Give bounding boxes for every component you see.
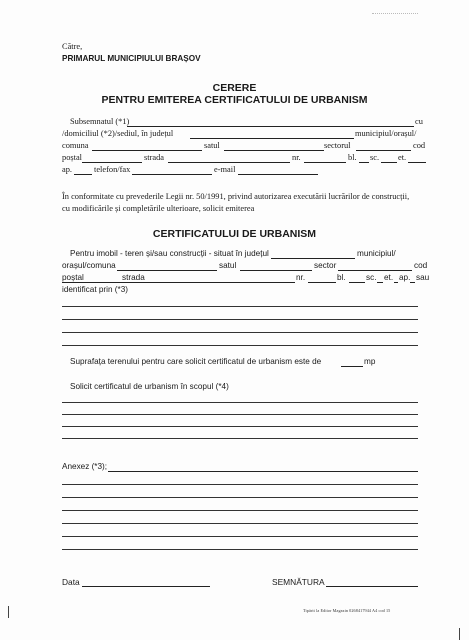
identification-line-3[interactable]: [62, 332, 418, 333]
property-county-label: Pentru imobil - teren și/sau construcții - situat în județul: [70, 249, 269, 258]
county-field[interactable]: [190, 138, 354, 139]
property-postal-field[interactable]: [62, 282, 295, 283]
commune-field[interactable]: [92, 150, 202, 151]
property-apartment-label: ap.: [399, 273, 411, 282]
commune-label: comuna: [62, 141, 89, 150]
addressee-line-2: PRIMARUL MUNICIPIULUI BRAȘOV: [62, 54, 201, 63]
annex-line-0[interactable]: [108, 471, 418, 472]
legal-text-line-2: cu modificările și completările ulterioare, solicit emiterea: [62, 204, 255, 213]
annex-label: Anexez (*3);: [62, 462, 108, 471]
form-subtitle: PENTRU EMITEREA CERTIFICATULUI DE URBANISM: [101, 94, 368, 106]
property-number-field[interactable]: [308, 282, 336, 283]
date-label: Data: [62, 577, 80, 587]
property-postal-label: poștal: [62, 273, 84, 282]
postal-label: poștal: [62, 153, 83, 162]
surface-label: Suprafața terenului pentru care solicit certificatul de urbanism este de: [70, 357, 322, 366]
purpose-line-2[interactable]: [62, 414, 418, 415]
property-sector-field[interactable]: [338, 270, 412, 271]
purpose-line-4[interactable]: [62, 438, 418, 439]
identification-line-4[interactable]: [62, 345, 418, 346]
property-commune-label: orașul/comuna: [62, 261, 116, 270]
village-field[interactable]: [224, 150, 324, 151]
annex-line-5[interactable]: [62, 536, 418, 537]
county-label: /domiciliul (*2)/sediul, în județul: [62, 129, 174, 138]
applicant-name-label: Subsemnatul (*1): [70, 117, 130, 126]
property-sector-label: sector: [314, 261, 337, 270]
street-label: strada: [144, 153, 164, 162]
signature-field[interactable]: [326, 586, 418, 587]
staircase-label: sc.: [370, 153, 380, 162]
annex-line-2[interactable]: [62, 497, 418, 498]
property-county-field[interactable]: [271, 258, 355, 259]
print-note: Tipărit la Editor Magazin 0268417944 A4 cod 15: [303, 608, 391, 613]
property-block-field[interactable]: [349, 282, 365, 283]
property-floor-field[interactable]: [394, 282, 398, 283]
apartment-field[interactable]: [74, 174, 92, 175]
surface-unit-label: mp: [364, 357, 376, 366]
property-staircase-label: sc.: [366, 273, 377, 282]
certificate-heading: CERTIFICATULUI DE URBANISM: [152, 228, 317, 240]
postal-code-label: cod: [413, 141, 426, 150]
applicant-name-field[interactable]: [127, 126, 414, 127]
property-or-label: sau: [416, 273, 430, 282]
email-field[interactable]: [238, 174, 318, 175]
sector-field[interactable]: [356, 150, 411, 151]
city-label: municipiul/orașul/: [355, 129, 417, 138]
date-field[interactable]: [82, 586, 210, 587]
purpose-label: Solicit certificatul de urbanism în scopul (*4): [70, 382, 229, 391]
property-street-label: strada: [122, 273, 145, 282]
legal-text-line-1: În conformitate cu prevederile Legii nr. 50/1991, privind autorizarea executării lucrărilor de construcții,: [62, 192, 410, 201]
annex-line-4[interactable]: [62, 523, 418, 524]
property-village-label: satul: [219, 261, 237, 270]
property-block-label: bl.: [337, 273, 346, 282]
identification-line-2[interactable]: [62, 319, 418, 320]
property-village-field[interactable]: [240, 270, 312, 271]
street-field[interactable]: [168, 162, 290, 163]
staircase-field[interactable]: [381, 162, 397, 163]
signature-label: SEMNĂTURA: [272, 577, 325, 587]
property-commune-field[interactable]: [117, 270, 217, 271]
property-floor-label: et.: [384, 273, 394, 282]
phone-label: telefon/fax: [94, 165, 131, 174]
floor-label: et.: [398, 153, 407, 162]
applicant-with-label: cu: [415, 117, 423, 126]
number-field[interactable]: [304, 162, 346, 163]
annex-line-3[interactable]: [62, 510, 418, 511]
addressee-line-1: Către,: [62, 42, 83, 51]
postal-code-field[interactable]: [82, 162, 142, 163]
scan-edge-mark-top: [372, 13, 418, 14]
purpose-line-3[interactable]: [62, 426, 418, 427]
identification-line-1[interactable]: [62, 306, 418, 307]
village-label: satul: [204, 141, 220, 150]
identified-by-label: identificat prin (*3): [62, 285, 128, 294]
scan-edge-mark-left: [8, 606, 9, 618]
form-title: CERERE: [212, 82, 257, 94]
phone-field[interactable]: [132, 174, 212, 175]
purpose-line-1[interactable]: [62, 402, 418, 403]
property-city-label: municipiul/: [357, 249, 396, 258]
property-apartment-field[interactable]: [410, 282, 415, 283]
sector-label: sectorul: [324, 141, 351, 150]
number-label: nr.: [292, 153, 301, 162]
surface-field[interactable]: [341, 366, 363, 367]
property-staircase-field[interactable]: [377, 282, 383, 283]
block-field[interactable]: [359, 162, 369, 163]
email-label: e-mail: [214, 165, 236, 174]
scan-edge-mark-right: [459, 628, 460, 640]
floor-field[interactable]: [408, 162, 426, 163]
apartment-label: ap.: [62, 165, 72, 174]
property-number-label: nr.: [296, 273, 306, 282]
annex-line-6[interactable]: [62, 549, 418, 550]
block-label: bl.: [348, 153, 357, 162]
annex-line-1[interactable]: [62, 484, 418, 485]
property-code-label: cod: [414, 261, 428, 270]
